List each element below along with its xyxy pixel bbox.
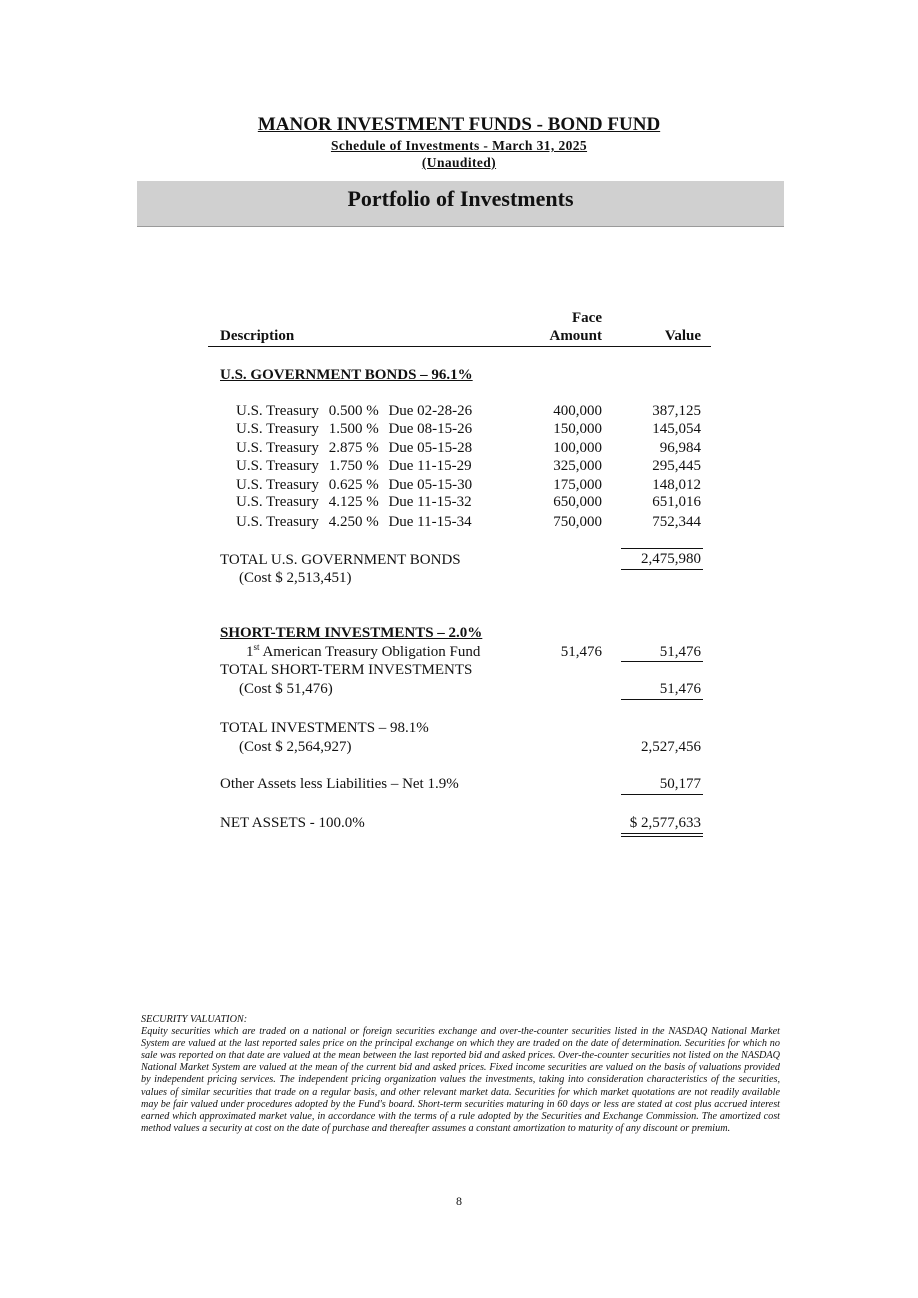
coupon-rate: 4.250 % (328, 514, 379, 530)
column-header-face-line2: Amount (549, 328, 602, 344)
column-header-face-line1: Face (572, 310, 602, 326)
security-name: U.S. Treasury (236, 514, 319, 530)
face-amount: 325,000 (553, 458, 602, 474)
security-name: U.S. Treasury (236, 421, 319, 437)
security-name: U.S. Treasury (236, 477, 319, 493)
total-investments-label: TOTAL INVESTMENTS – 98.1% (220, 720, 429, 736)
market-value: 96,984 (659, 440, 701, 456)
note-body: Equity securities which are traded on a national or foreign securities exchange and over-the-counter securities listed in the NASDAQ National Market System are valued at the last reported sales price on the principal exchange on which they are traded on the date of determination. Securities for which no sale was reported on that date are valued at the mean between the last reported bid and asked prices. Over-the-counter securities not listed on the NASDAQ National Market System are valued at the mean of the current bid and asked prices. Fixed income securities are valued on the basis of valuations provided by independent pricing services. The independent pricing organization values the investments, taking into consideration characteristics of the securities, values of similar securities that trade on a regular basis, and other relevant market data. Securities for which market quotations are not readily available may be fair valued under procedures adopted by the Fund's board. Short-term securities maturing in 60 days or less are stated at cost plus accrued interest earned which approximated market value, in accordance with the terms of a rule adopted by the Securities and Exchange Commission. The amortized cost method values a security at cost on the date of purchase and thereafter assumes a constant amortization to maturity of any discount or premium. (141, 1026, 780, 1134)
due-date: Due 02-28-26 (388, 403, 473, 419)
short-term-rule (621, 661, 703, 662)
other-assets-label: Other Assets less Liabilities – Net 1.9% (220, 776, 459, 792)
due-date: Due 11-15-32 (388, 494, 472, 510)
header-rule (208, 346, 711, 347)
market-value: 145,054 (652, 421, 701, 437)
short-term-fund-value: 51,476 (659, 644, 701, 660)
other-assets-rule (621, 794, 703, 795)
table-row (236, 457, 472, 475)
face-amount: 100,000 (553, 440, 602, 456)
face-amount: 650,000 (553, 494, 602, 510)
short-term-fund-row (246, 643, 480, 661)
due-date: Due 11-15-29 (388, 458, 472, 474)
total-investments-cost: (Cost $ 2,564,927) (239, 739, 352, 755)
security-name: U.S. Treasury (236, 440, 319, 456)
coupon-rate: 0.625 % (328, 477, 379, 493)
table-row (236, 439, 472, 457)
security-name: U.S. Treasury (236, 494, 319, 510)
security-valuation-note (141, 1014, 780, 1135)
table-row (236, 420, 472, 438)
face-amount: 150,000 (553, 421, 602, 437)
fund-name: American Treasury Obligation Fund (262, 644, 481, 660)
due-date: Due 11-15-34 (388, 514, 472, 530)
unaudited-label: (Unaudited) (421, 155, 497, 170)
face-amount: 400,000 (553, 403, 602, 419)
market-value: 651,016 (652, 494, 701, 510)
table-row (236, 513, 472, 531)
net-assets-value: $ 2,577,633 (629, 815, 701, 831)
gov-bonds-total-cost: (Cost $ 2,513,451) (239, 570, 352, 586)
short-term-total-cost: (Cost $ 51,476) (239, 681, 333, 697)
coupon-rate: 1.500 % (328, 421, 379, 437)
net-assets-double-rule-2 (621, 836, 703, 837)
portfolio-banner (137, 181, 784, 227)
face-amount: 175,000 (553, 477, 602, 493)
column-header-value: Value (664, 328, 701, 344)
security-name: U.S. Treasury (236, 458, 319, 474)
market-value: 752,344 (652, 514, 701, 530)
page-number: 8 (456, 1194, 462, 1208)
market-value: 295,445 (652, 458, 701, 474)
face-amount: 750,000 (553, 514, 602, 530)
coupon-rate: 4.125 % (328, 494, 379, 510)
table-row (236, 476, 472, 494)
schedule-title: Schedule of Investments - March 31, 2025 (330, 138, 588, 153)
subtotal-rule-bottom (621, 569, 703, 570)
report-header (0, 113, 918, 171)
short-term-face-amount: 51,476 (560, 644, 602, 660)
fund-name: MANOR INVESTMENT FUNDS - BOND FUND (257, 114, 661, 135)
column-header-description: Description (220, 328, 295, 344)
gov-bonds-total-label: TOTAL U.S. GOVERNMENT BONDS (220, 552, 461, 568)
gov-bonds-total-value: 2,475,980 (641, 551, 701, 567)
fund-prefix: 1 (246, 644, 254, 660)
market-value: 148,012 (652, 477, 701, 493)
net-assets-double-rule-1 (621, 833, 703, 834)
subtotal-rule-top (621, 548, 703, 549)
due-date: Due 08-15-26 (388, 421, 473, 437)
market-value: 387,125 (652, 403, 701, 419)
fund-ordinal: st (253, 642, 260, 652)
net-assets-label: NET ASSETS - 100.0% (220, 815, 365, 831)
short-term-total-value: 51,476 (659, 681, 701, 697)
section-heading-gov-bonds: U.S. GOVERNMENT BONDS – 96.1% (220, 367, 473, 383)
total-investments-value: 2,527,456 (641, 739, 701, 755)
coupon-rate: 0.500 % (328, 403, 379, 419)
security-name: U.S. Treasury (236, 403, 319, 419)
coupon-rate: 2.875 % (328, 440, 379, 456)
table-row (236, 493, 472, 511)
table-row (236, 402, 472, 420)
other-assets-value: 50,177 (659, 776, 701, 792)
banner-title: Portfolio of Investments (347, 186, 574, 211)
short-term-total-rule (621, 699, 703, 700)
coupon-rate: 1.750 % (328, 458, 379, 474)
due-date: Due 05-15-28 (388, 440, 473, 456)
due-date: Due 05-15-30 (388, 477, 473, 493)
section-heading-short-term: SHORT-TERM INVESTMENTS – 2.0% (220, 625, 483, 641)
short-term-total-label: TOTAL SHORT-TERM INVESTMENTS (220, 662, 473, 678)
note-title: SECURITY VALUATION: (141, 1014, 248, 1025)
